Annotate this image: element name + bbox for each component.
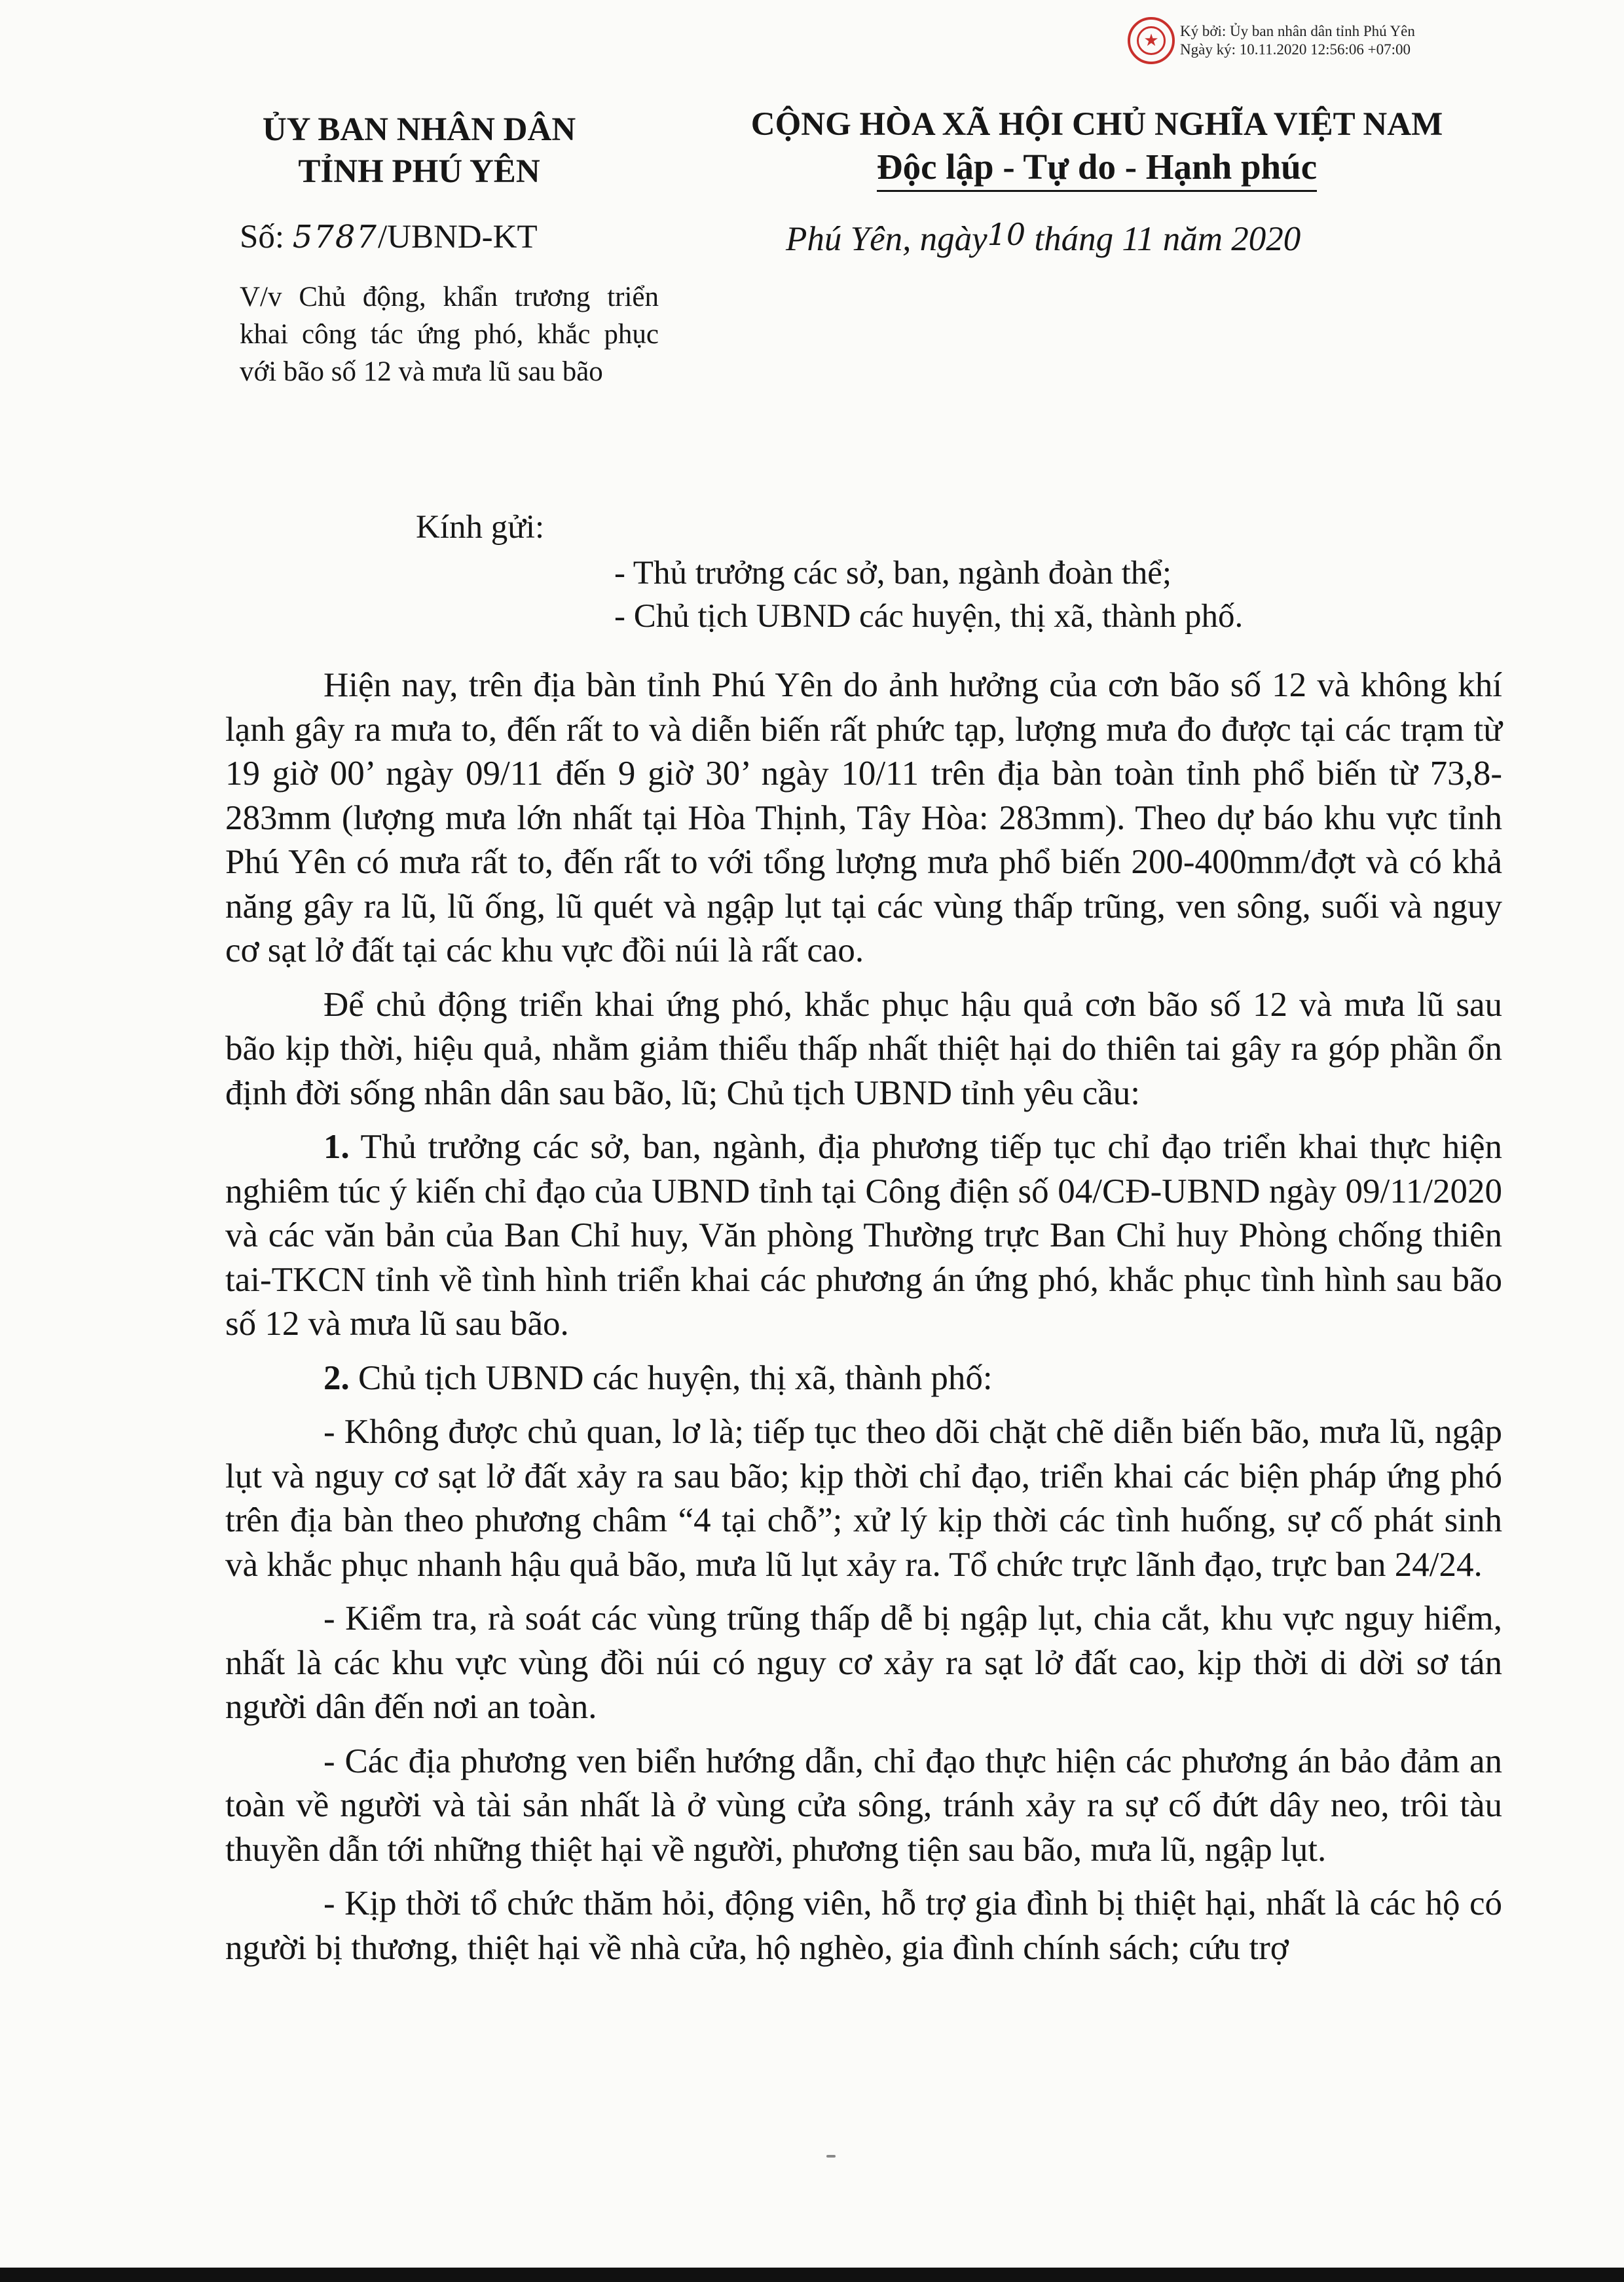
doc-number-prefix: Số: bbox=[240, 219, 293, 255]
signer-line: Ký bởi: Ủy ban nhân dân tỉnh Phú Yên bbox=[1180, 23, 1415, 39]
document-number bbox=[240, 216, 538, 258]
paragraph-request: Để chủ động triển khai ứng phó, khắc phục hậu quả cơn bão số 12 và mưa lũ sau bão kịp thời, hiệu quả, nhằm giảm thiểu thấp nhất thiệt hại do thiên tai gây ra góp phần ổn định đời sống nhân dân sau bão, lũ; Chủ tịch UBND tỉnh yêu cầu: bbox=[225, 985, 1502, 1112]
signed-at-line: Ngày ký: 10.11.2020 12:56:06 +07:00 bbox=[1180, 41, 1411, 58]
paragraph-situation: Hiện nay, trên địa bàn tỉnh Phú Yên do ảnh hưởng của cơn bão số 12 và không khí lạnh gây ra mưa to, đến rất to và diễn biến rất phức tạp, lượng mưa đo được tại các trạm từ 19 giờ 00’ ngày 09/11 đến 9 giờ 30’ ngày 10/11 trên địa bàn toàn tỉnh phổ biến từ 73,8-283mm (lượng mưa lớn nhất tại Hòa Thịnh, Tây Hòa: 283mm). Theo dự báo khu vực tỉnh Phú Yên có mưa rất to, đến rất to với tổng lượng mưa phổ biến 200-400mm/đợt và có khả năng gây ra lũ, lũ ống, lũ quét và ngập lụt tại các vùng thấp trũng, ven sông, suối và nguy cơ sạt lở đất tại các khu vực đồi núi là rất cao. bbox=[225, 666, 1502, 969]
item-1-text: Thủ trưởng các sở, ban, ngành, địa phương tiếp tục chỉ đạo triển khai thực hiện nghiêm túc ý kiến chỉ đạo của UBND tỉnh tại Công điện số 04/CĐ-UBND ngày 09/11/2020 và các văn bản của Ban Chỉ huy, Văn phòng Thường trực Ban Chỉ huy Phòng chống thiên tai-TKCN tỉnh về tình hình triển khai các phương án ứng phó, khắc phục tình hình sau bão số 12 và mưa lũ sau bão. bbox=[225, 1128, 1502, 1343]
item-1-number: 1. bbox=[323, 1128, 350, 1166]
bullet-evacuate: - Kiểm tra, rà soát các vùng trũng thấp dễ bị ngập lụt, chia cắt, khu vực nguy hiểm, nhất là các khu vực vùng đồi núi có nguy cơ xảy ra sạt lở đất cao, kịp thời di dời sơ tán người dân đến nơi an toàn. bbox=[225, 1599, 1502, 1726]
doc-number-handwritten: 5787 bbox=[292, 219, 378, 255]
document-subject: V/v Chủ động, khẩn trương triển khai công tác ứng phó, khắc phục với bão số 12 và mưa lũ sau bão bbox=[240, 282, 659, 387]
bullet-support: - Kịp thời tổ chức thăm hỏi, động viên, hỗ trợ gia đình bị thiệt hại, nhất là các hộ có người bị thương, thiệt hại về nhà cửa, hộ nghèo, gia đình chính sách; cứu trợ bbox=[225, 1884, 1502, 1967]
item-2-number: 2. bbox=[323, 1358, 350, 1397]
agency-line-1: ỦY BAN NHÂN DÂN bbox=[262, 111, 576, 148]
doc-number-suffix: /UBND-KT bbox=[377, 219, 538, 255]
item-1 bbox=[225, 1125, 1502, 1347]
agency-line-2: TỈNH PHÚ YÊN bbox=[298, 153, 540, 190]
document-body bbox=[225, 664, 1502, 1980]
scan-artifact bbox=[826, 2155, 836, 2158]
scan-bottom-edge bbox=[0, 2268, 1624, 2282]
document-date bbox=[786, 214, 1301, 260]
recipient-item: - Thủ trưởng các sở, ban, ngành đoàn thể; bbox=[614, 555, 1172, 591]
national-motto: Độc lập - Tự do - Hạnh phúc bbox=[877, 145, 1317, 192]
greeting-label: Kính gửi: bbox=[416, 509, 545, 546]
seal-icon bbox=[1128, 17, 1175, 64]
recipient-list bbox=[614, 552, 1243, 638]
recipient-item: - Chủ tịch UBND các huyện, thị xã, thành phố. bbox=[614, 598, 1244, 635]
digital-signature-stamp bbox=[1128, 17, 1415, 64]
issuing-agency bbox=[216, 109, 622, 193]
bullet-monitor: - Không được chủ quan, lơ là; tiếp tục theo dõi chặt chẽ diễn biến bão, mưa lũ, ngập lụt và nguy cơ sạt lở đất xảy ra sau bão; kịp thời chỉ đạo, triển khai các biện pháp ứng phó trên địa bàn theo phương châm “4 tại chỗ”; xử lý kịp thời các tình huống, sự cố phát sinh và khắc phục nhanh hậu quả bão, mưa lũ lụt xảy ra. Tổ chức trực lãnh đạo, trực ban 24/24. bbox=[225, 1413, 1502, 1584]
date-prefix: Phú Yên, ngày bbox=[786, 220, 987, 258]
item-2 bbox=[225, 1356, 1502, 1401]
bullet-coastal: - Các địa phương ven biển hướng dẫn, chỉ đạo thực hiện các phương án bảo đảm an toàn về người và tài sản nhất là ở vùng cửa sông, tránh xảy ra sự cố đứt dây neo, trôi tàu thuyền dẫn tới những thiệt hại về người, phương tiện sau bão, mưa lũ, ngập lụt. bbox=[225, 1742, 1502, 1869]
nation-title: CỘNG HÒA XÃ HỘI CHỦ NGHĨA VIỆT NAM bbox=[750, 106, 1443, 143]
national-header bbox=[688, 103, 1506, 192]
date-day-handwritten: 10 bbox=[987, 217, 1026, 252]
signature-info bbox=[1180, 22, 1415, 59]
date-suffix: tháng 11 năm 2020 bbox=[1025, 220, 1301, 258]
item-2-text: Chủ tịch UBND các huyện, thị xã, thành phố: bbox=[349, 1358, 993, 1397]
star-icon: ★ bbox=[1137, 26, 1166, 55]
